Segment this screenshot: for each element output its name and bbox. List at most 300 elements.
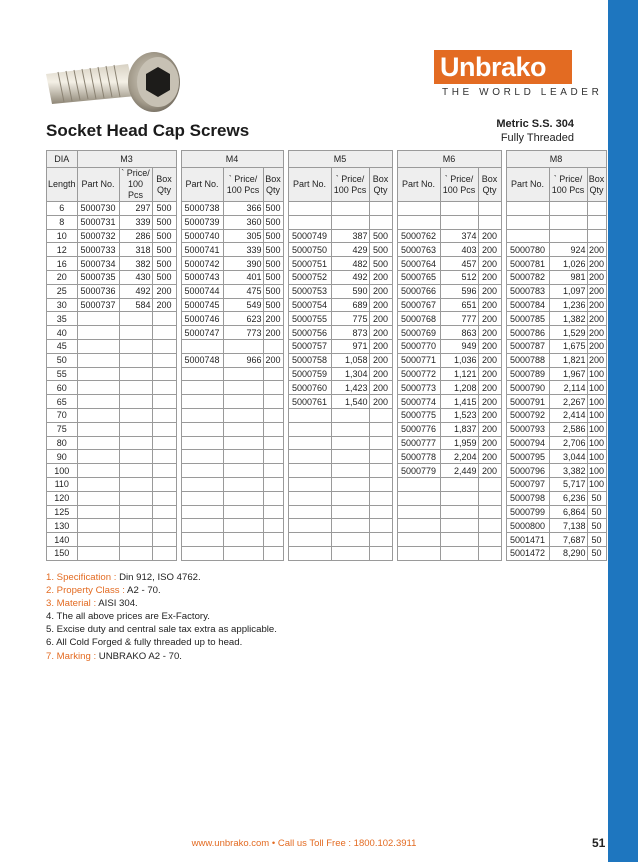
box-qty-cell: 100 [589, 451, 605, 462]
note-item [46, 636, 277, 649]
table-row [47, 477, 607, 491]
part-no-cell: 5000797 [506, 477, 549, 491]
box-qty-cell [152, 491, 176, 505]
part-no-cell [77, 464, 119, 478]
price-cell: 1,675 [549, 339, 587, 353]
length-header: Length [47, 168, 78, 202]
box-qty-cell: 500 [263, 270, 283, 284]
price-cell [331, 477, 369, 491]
price-cell: 512 [440, 270, 478, 284]
price-cell: 1,540 [331, 395, 369, 409]
part-no-cell: 5000747 [181, 326, 223, 340]
table-row [47, 243, 607, 257]
box-qty-cell [152, 436, 176, 450]
price-cell [331, 533, 369, 547]
box-qty-cell [369, 505, 392, 519]
price-cell: 590 [331, 284, 369, 298]
table-row [47, 353, 607, 367]
part-no-cell [77, 533, 119, 547]
table-row [47, 505, 607, 519]
box-qty-cell [263, 464, 283, 478]
price-cell: 1,967 [549, 367, 587, 381]
box-qty-header: Box Qty [152, 168, 176, 202]
price-cell: 286 [119, 229, 152, 243]
length-cell: 125 [47, 505, 78, 519]
price-cell [440, 519, 478, 533]
part-no-cell: 5000784 [506, 298, 549, 312]
box-qty-cell [152, 450, 176, 464]
part-no-cell [288, 491, 331, 505]
box-qty-cell [263, 339, 283, 353]
price-cell [440, 215, 478, 229]
table-row [47, 519, 607, 533]
size-header: M5 [288, 151, 392, 168]
part-no-cell: 5000745 [181, 298, 223, 312]
price-cell: 623 [223, 312, 263, 326]
box-qty-cell: 200 [478, 326, 501, 340]
part-no-cell: 5000761 [288, 395, 331, 409]
price-cell: 6,236 [549, 491, 587, 505]
part-no-cell: 5000779 [397, 464, 440, 478]
box-qty-cell: 50 [587, 491, 606, 505]
price-cell: 2,449 [440, 464, 478, 478]
part-no-cell: 5000776 [397, 422, 440, 436]
part-no-cell: 5000733 [77, 243, 119, 257]
part-no-cell: 5000790 [506, 381, 549, 395]
note-key: 1. Specification : [46, 572, 117, 583]
box-qty-cell [152, 505, 176, 519]
table-row [47, 284, 607, 298]
part-no-cell [77, 339, 119, 353]
part-no-cell: 5000777 [397, 436, 440, 450]
box-qty-cell: 100 [589, 382, 605, 393]
length-cell: 130 [47, 519, 78, 533]
part-no-cell [288, 519, 331, 533]
price-cell [331, 436, 369, 450]
price-cell: 3,044 [549, 450, 587, 464]
box-qty-cell: 100 [589, 368, 605, 379]
part-no-cell: 5000737 [77, 298, 119, 312]
price-cell: 924 [549, 243, 587, 257]
length-cell: 50 [47, 353, 78, 367]
box-qty-cell: 200 [369, 326, 392, 340]
box-qty-cell: 500 [152, 243, 176, 257]
box-qty-cell: 200 [478, 270, 501, 284]
box-qty-cell: 50 [587, 519, 606, 533]
part-no-cell [397, 215, 440, 229]
part-no-cell: 5000730 [77, 202, 119, 216]
size-header: M8 [506, 151, 606, 168]
price-cell [440, 202, 478, 216]
part-no-cell: 5000738 [181, 202, 223, 216]
part-no-cell [397, 546, 440, 560]
part-no-cell: 5000748 [181, 353, 223, 367]
price-cell: 482 [331, 257, 369, 271]
part-no-cell [397, 202, 440, 216]
length-cell: 75 [47, 422, 78, 436]
price-cell [223, 450, 263, 464]
part-no-cell: 5000750 [288, 243, 331, 257]
price-cell: 775 [331, 312, 369, 326]
box-qty-cell: 200 [369, 395, 392, 409]
part-no-cell [288, 436, 331, 450]
box-qty-cell [263, 519, 283, 533]
price-cell [440, 505, 478, 519]
price-cell [331, 215, 369, 229]
part-no-cell [181, 408, 223, 422]
part-no-cell: 5000755 [288, 312, 331, 326]
box-qty-cell [263, 367, 283, 381]
price-cell: 2,414 [549, 408, 587, 422]
box-qty-cell: 200 [589, 244, 605, 255]
price-cell [223, 367, 263, 381]
box-qty-cell [369, 408, 392, 422]
price-cell: 429 [331, 243, 369, 257]
note-item [46, 571, 277, 584]
part-no-cell: 5000785 [506, 312, 549, 326]
note-text: 6. All Cold Forged & fully threaded up to head. [46, 637, 243, 649]
box-qty-cell: 100 [589, 479, 605, 490]
part-no-cell [397, 533, 440, 547]
box-qty-cell [369, 202, 392, 216]
price-cell [331, 450, 369, 464]
part-no-cell [181, 519, 223, 533]
note-item [46, 584, 277, 597]
price-cell: 1,423 [331, 381, 369, 395]
price-cell [119, 339, 152, 353]
part-no-cell: 5000775 [397, 408, 440, 422]
price-cell: 2,706 [549, 436, 587, 450]
price-cell: 374 [440, 229, 478, 243]
part-no-cell: 5000753 [288, 284, 331, 298]
price-cell [331, 202, 369, 216]
note-key: 7. Marking : [46, 650, 97, 662]
table-row [47, 395, 607, 409]
price-cell: 7,138 [549, 519, 587, 533]
price-header: ` Price/ 100 Pcs [440, 168, 478, 202]
part-no-cell: 5001472 [506, 546, 549, 560]
price-cell [119, 450, 152, 464]
price-cell [223, 464, 263, 478]
box-qty-cell [587, 215, 606, 229]
part-no-cell [181, 436, 223, 450]
box-qty-cell [369, 436, 392, 450]
price-cell [119, 312, 152, 326]
box-qty-cell [478, 477, 501, 491]
part-no-cell: 5000742 [181, 257, 223, 271]
table-row [47, 491, 607, 505]
length-cell: 8 [47, 215, 78, 229]
length-cell: 30 [47, 298, 78, 312]
box-qty-cell [478, 505, 501, 519]
box-qty-cell: 500 [263, 243, 283, 257]
table-row [47, 215, 607, 229]
part-no-cell [77, 381, 119, 395]
part-no-cell: 5000763 [397, 243, 440, 257]
box-qty-cell: 100 [589, 396, 605, 407]
box-qty-cell: 200 [152, 298, 176, 312]
table-row [47, 533, 607, 547]
part-no-cell [506, 229, 549, 243]
part-no-cell [288, 202, 331, 216]
part-no-cell: 5000768 [397, 312, 440, 326]
part-no-cell [288, 546, 331, 560]
box-qty-cell: 50 [587, 546, 606, 560]
part-no-cell: 5001471 [506, 533, 549, 547]
part-no-cell: 5000767 [397, 298, 440, 312]
part-no-cell: 5000771 [397, 353, 440, 367]
material-spec: Metric S.S. 304 [496, 118, 574, 130]
price-cell: 318 [119, 243, 152, 257]
box-qty-header: Box Qty [263, 168, 283, 202]
box-qty-cell [263, 422, 283, 436]
part-no-cell [288, 215, 331, 229]
box-qty-cell: 200 [589, 299, 605, 310]
length-cell: 90 [47, 450, 78, 464]
price-cell: 596 [440, 284, 478, 298]
price-cell: 7,687 [549, 533, 587, 547]
page-title: Socket Head Cap Screws [46, 121, 250, 140]
price-cell [223, 436, 263, 450]
price-cell: 430 [119, 270, 152, 284]
box-qty-cell: 200 [478, 257, 501, 271]
price-cell: 366 [223, 202, 263, 216]
price-cell [549, 215, 587, 229]
box-qty-cell [152, 422, 176, 436]
box-qty-cell [263, 546, 283, 560]
length-cell: 12 [47, 243, 78, 257]
table-row [47, 326, 607, 340]
box-qty-cell [152, 519, 176, 533]
price-cell: 1,208 [440, 381, 478, 395]
box-qty-cell: 500 [369, 229, 392, 243]
part-no-cell: 5000744 [181, 284, 223, 298]
price-cell: 863 [440, 326, 478, 340]
price-cell [119, 477, 152, 491]
box-qty-cell [478, 519, 501, 533]
price-cell [440, 477, 478, 491]
price-cell: 1,121 [440, 367, 478, 381]
box-qty-cell [263, 491, 283, 505]
price-cell: 949 [440, 339, 478, 353]
price-cell [223, 519, 263, 533]
price-cell [119, 353, 152, 367]
part-no-cell: 5000796 [506, 464, 549, 478]
box-qty-cell: 200 [589, 286, 605, 297]
price-cell: 401 [223, 270, 263, 284]
price-cell: 387 [331, 229, 369, 243]
price-cell [119, 436, 152, 450]
box-qty-cell: 200 [263, 326, 283, 340]
price-header: ` Price/ 100 Pcs [549, 168, 587, 202]
price-cell: 1,837 [440, 422, 478, 436]
part-no-cell [506, 215, 549, 229]
part-no-cell [181, 450, 223, 464]
part-no-cell: 5000757 [288, 339, 331, 353]
table-row [47, 298, 607, 312]
box-qty-cell: 500 [152, 215, 176, 229]
box-qty-cell [587, 202, 606, 216]
part-no-cell: 5000740 [181, 229, 223, 243]
part-no-cell [77, 546, 119, 560]
price-cell: 1,036 [440, 353, 478, 367]
price-cell: 584 [119, 298, 152, 312]
box-qty-cell: 200 [478, 353, 501, 367]
part-no-cell: 5000781 [506, 257, 549, 271]
part-no-cell [77, 353, 119, 367]
price-cell: 1,959 [440, 436, 478, 450]
box-qty-cell [478, 215, 501, 229]
price-cell [440, 533, 478, 547]
box-qty-cell: 200 [478, 408, 501, 422]
length-cell: 16 [47, 257, 78, 271]
price-header: ` Price/ 100 Pcs [119, 168, 152, 202]
length-cell: 40 [47, 326, 78, 340]
part-no-cell [181, 546, 223, 560]
price-cell: 1,236 [549, 298, 587, 312]
box-qty-header: Box Qty [369, 168, 392, 202]
part-no-cell: 5000788 [506, 353, 549, 367]
price-cell: 873 [331, 326, 369, 340]
part-no-cell: 5000746 [181, 312, 223, 326]
box-qty-cell: 100 [589, 410, 605, 421]
table-row [47, 229, 607, 243]
box-qty-cell [263, 408, 283, 422]
part-no-cell [77, 367, 119, 381]
part-no-header: Part No. [288, 168, 331, 202]
part-no-cell [77, 326, 119, 340]
box-qty-cell [478, 202, 501, 216]
price-cell [119, 505, 152, 519]
price-cell: 457 [440, 257, 478, 271]
part-no-cell: 5000778 [397, 450, 440, 464]
box-qty-cell: 500 [263, 215, 283, 229]
part-no-cell: 5000759 [288, 367, 331, 381]
table-row [47, 312, 607, 326]
price-cell: 777 [440, 312, 478, 326]
price-cell [119, 367, 152, 381]
length-cell: 45 [47, 339, 78, 353]
length-cell: 140 [47, 533, 78, 547]
part-no-cell: 5000731 [77, 215, 119, 229]
box-qty-cell: 200 [478, 284, 501, 298]
part-no-cell: 5000766 [397, 284, 440, 298]
box-qty-cell [369, 464, 392, 478]
part-no-cell [77, 491, 119, 505]
price-cell: 3,382 [549, 464, 587, 478]
price-cell: 1,382 [549, 312, 587, 326]
length-cell: 120 [47, 491, 78, 505]
part-no-cell [181, 367, 223, 381]
part-no-cell: 5000756 [288, 326, 331, 340]
price-cell: 403 [440, 243, 478, 257]
price-cell: 2,267 [549, 395, 587, 409]
part-no-cell [506, 202, 549, 216]
box-qty-cell [152, 408, 176, 422]
length-cell: 100 [47, 464, 78, 478]
price-cell [223, 491, 263, 505]
part-no-cell: 5000795 [506, 450, 549, 464]
part-no-cell [77, 450, 119, 464]
box-qty-cell [152, 367, 176, 381]
box-qty-cell: 200 [369, 339, 392, 353]
page-edge-bar [608, 0, 638, 862]
part-no-cell: 5000787 [506, 339, 549, 353]
part-no-header: Part No. [181, 168, 223, 202]
price-cell: 1,415 [440, 395, 478, 409]
part-no-cell: 5000780 [506, 243, 549, 257]
price-cell: 1,097 [549, 284, 587, 298]
part-no-cell: 5000772 [397, 367, 440, 381]
price-cell: 773 [223, 326, 263, 340]
note-text: 4. The all above prices are Ex-Factory. [46, 611, 210, 623]
part-no-header: Part No. [506, 168, 549, 202]
box-qty-cell: 200 [369, 312, 392, 326]
table-row [47, 339, 607, 353]
price-cell [331, 464, 369, 478]
part-no-cell: 5000764 [397, 257, 440, 271]
part-no-cell [181, 464, 223, 478]
column-header-row [47, 168, 607, 202]
box-qty-cell [369, 546, 392, 560]
box-qty-cell: 200 [589, 313, 605, 324]
box-qty-cell: 500 [263, 298, 283, 312]
part-no-header: Part No. [77, 168, 119, 202]
box-qty-cell: 200 [263, 353, 283, 367]
part-no-cell: 5000793 [506, 422, 549, 436]
box-qty-cell [152, 381, 176, 395]
part-no-cell [181, 381, 223, 395]
box-qty-cell: 500 [263, 202, 283, 216]
box-qty-cell: 500 [369, 257, 392, 271]
part-no-cell [181, 395, 223, 409]
part-no-cell: 5000792 [506, 408, 549, 422]
part-no-cell: 5000789 [506, 367, 549, 381]
part-no-cell [181, 339, 223, 353]
price-cell: 382 [119, 257, 152, 271]
part-no-cell [77, 519, 119, 533]
price-cell: 966 [223, 353, 263, 367]
note-item [46, 650, 277, 663]
box-qty-cell: 200 [478, 395, 501, 409]
price-cell [119, 464, 152, 478]
box-qty-cell: 200 [478, 229, 501, 243]
box-qty-cell: 200 [589, 258, 605, 269]
box-qty-cell: 200 [369, 353, 392, 367]
box-qty-cell: 200 [478, 381, 501, 395]
page-number: 51 [592, 836, 606, 850]
table-row [47, 546, 607, 560]
box-qty-cell: 200 [478, 450, 501, 464]
box-qty-cell [152, 395, 176, 409]
part-no-header: Part No. [397, 168, 440, 202]
part-no-cell: 5000765 [397, 270, 440, 284]
price-cell [549, 202, 587, 216]
part-no-cell [77, 312, 119, 326]
price-cell [549, 229, 587, 243]
box-qty-cell: 50 [587, 533, 606, 547]
part-no-cell: 5000800 [506, 519, 549, 533]
price-cell [119, 533, 152, 547]
table-row [47, 257, 607, 271]
box-qty-cell: 500 [152, 202, 176, 216]
length-cell: 80 [47, 436, 78, 450]
price-cell: 1,058 [331, 353, 369, 367]
box-qty-cell: 500 [369, 243, 392, 257]
price-cell: 339 [119, 215, 152, 229]
part-no-cell [288, 408, 331, 422]
box-qty-cell: 200 [478, 243, 501, 257]
